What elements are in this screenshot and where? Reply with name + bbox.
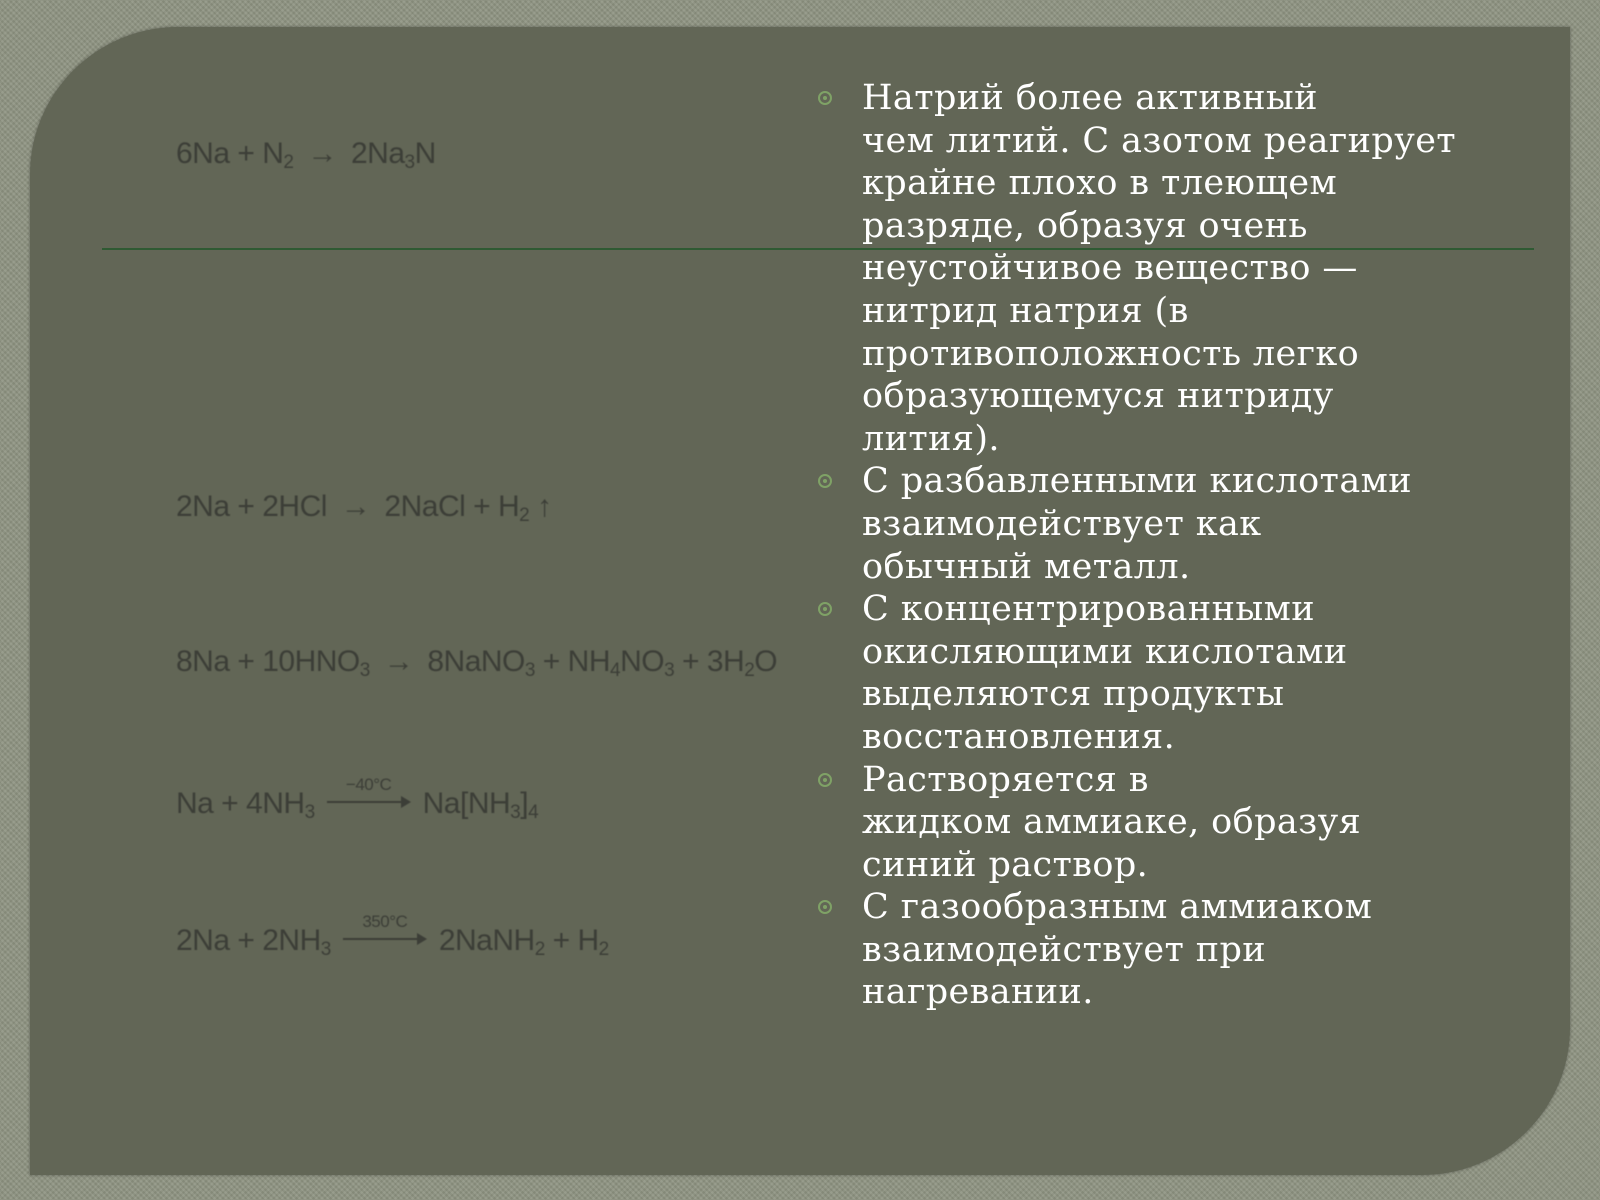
equation-sodium-ammonia-gas	[176, 912, 609, 960]
arrow-head-icon	[417, 933, 427, 945]
bullet-text-line: Натрий более активный	[862, 78, 1318, 118]
eq-part: 2Na + 2HCl	[176, 490, 327, 523]
equation-sodium-ammonia-liquid	[176, 775, 539, 823]
equation-sodium-nitric-acid	[176, 645, 777, 679]
eq-part: ]	[520, 787, 529, 820]
conditional-reaction-arrow	[327, 775, 411, 811]
arrow-shaft	[327, 801, 403, 803]
bullet-text-line: жидком аммиаке, образуя	[862, 802, 1362, 843]
bullet-text-line: синий раствор.	[862, 844, 1149, 885]
reaction-arrow: →	[340, 490, 371, 523]
eq-part: Na + 4NH	[176, 787, 305, 820]
bullet-text-line: образующемуся нитриду	[862, 376, 1334, 417]
bullet-text-line: С разбавленными кислотами	[862, 461, 1412, 502]
circle-dot-icon	[818, 773, 832, 787]
bullet-text-line: противоположность легко	[862, 333, 1360, 374]
eq-part: 2NaCl + H	[384, 490, 520, 523]
eq-subscript: 2	[744, 660, 755, 681]
eq-subscript: 4	[610, 660, 621, 681]
bullet-text-line: чем литий. С азотом реагирует	[862, 120, 1457, 161]
eq-part: Na[NH	[422, 787, 511, 820]
eq-part: 2Na	[350, 137, 405, 170]
bullet-text-line: окисляющими кислотами	[862, 631, 1348, 672]
arrow-head-icon	[401, 796, 411, 808]
bullet-text-line: восстановления.	[862, 716, 1176, 757]
bullet-item	[810, 886, 1530, 1014]
eq-subscript: 3	[404, 152, 415, 173]
eq-part: 2Na + 2NH	[176, 924, 321, 957]
eq-part: 8NaNO	[427, 645, 525, 678]
conditional-reaction-arrow	[343, 912, 427, 948]
circle-dot-icon	[818, 900, 832, 914]
bullet-item	[810, 460, 1530, 588]
eq-subscript: 4	[528, 802, 539, 823]
eq-part: N	[414, 137, 436, 170]
eq-part: 2NaNH	[438, 924, 535, 957]
reaction-condition: 350°C	[362, 912, 408, 931]
eq-part: 8Na + 10HNO	[176, 645, 360, 678]
eq-subscript: 2	[598, 939, 609, 960]
properties-bullet-list	[810, 77, 1530, 1014]
eq-part: + NH	[534, 645, 610, 678]
equation-sodium-hcl	[176, 490, 552, 524]
arrow-shaft	[343, 938, 419, 940]
bullet-item	[810, 759, 1530, 887]
equation-sodium-nitrogen	[176, 137, 436, 171]
eq-subscript: 3	[320, 939, 331, 960]
eq-part: + 3H	[674, 645, 745, 678]
bullet-text-line: неустойчивое вещество —	[862, 248, 1358, 289]
eq-subscript: 2	[283, 152, 294, 173]
bullet-item	[810, 77, 1530, 460]
bullet-text-line: взаимодействует как	[862, 503, 1262, 544]
bullet-text-line: нагревании.	[862, 972, 1094, 1013]
circle-dot-icon	[818, 474, 832, 488]
bullet-text-line: Растворяется в	[862, 759, 1149, 800]
eq-subscript: 3	[524, 660, 535, 681]
bullet-text-line: разряде, образуя очень	[862, 205, 1308, 246]
bullet-text-line: лития).	[862, 418, 1000, 459]
bullet-text-line: нитрид натрия (в	[862, 290, 1189, 331]
bullet-item	[810, 588, 1530, 758]
eq-part: 6Na + N	[176, 137, 284, 170]
bullet-text-line: крайне плохо в тлеющем	[862, 163, 1338, 204]
eq-part: O	[754, 645, 778, 678]
eq-part: NO	[620, 645, 665, 678]
eq-subscript: 2	[519, 505, 530, 526]
bullet-text-line: С газообразным аммиаком	[862, 887, 1373, 928]
reaction-condition: −40°C	[345, 775, 392, 794]
reaction-arrow: →	[307, 137, 337, 170]
eq-subscript: 3	[664, 660, 675, 681]
eq-subscript: 3	[359, 660, 370, 681]
circle-dot-icon	[818, 91, 832, 105]
bullet-text-line: взаимодействует при	[862, 929, 1266, 970]
eq-subscript: 2	[534, 939, 545, 960]
bullet-text-line: С концентрированными	[862, 589, 1315, 630]
eq-part: + H	[544, 924, 599, 957]
bullet-text-line: обычный металл.	[862, 546, 1191, 587]
gas-evolution-arrow: ↑	[529, 490, 552, 523]
circle-dot-icon	[818, 602, 832, 616]
slide-panel	[30, 27, 1570, 1175]
eq-subscript: 3	[510, 802, 521, 823]
reaction-arrow: →	[383, 645, 414, 678]
bullet-text-line: выделяются продукты	[862, 674, 1285, 715]
eq-subscript: 3	[304, 802, 315, 823]
